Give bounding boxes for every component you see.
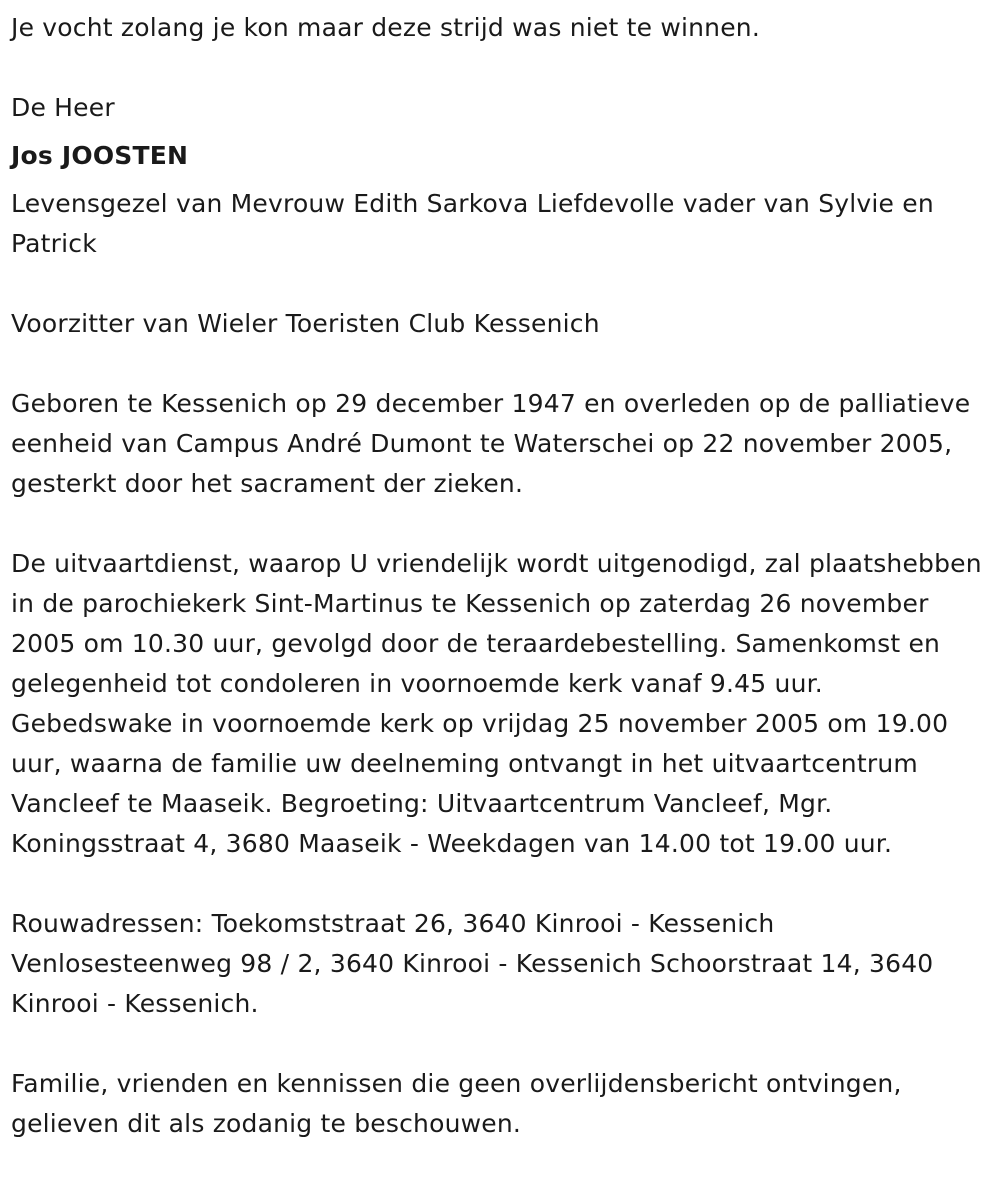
closing-paragraph: Familie, vrienden en kennissen die geen overlijdensbericht ontvingen, gelieven dit als zodanig te beschouwen. xyxy=(11,1069,902,1138)
salutation: De Heer xyxy=(11,93,115,122)
role-paragraph: Voorzitter van Wieler Toeristen Club Kessenich xyxy=(11,309,600,338)
spacer xyxy=(11,1024,988,1064)
spacer xyxy=(11,864,988,904)
spacer xyxy=(11,264,988,304)
birth-death-paragraph: Geboren te Kessenich op 29 december 1947 en overleden op de palliatieve eenheid van Campus André Dumont te Waterschei op 22 november 2005, gesterkt door het sacrament der zieken. xyxy=(11,389,971,498)
spacer xyxy=(11,504,988,544)
relations-paragraph: Levensgezel van Mevrouw Edith Sarkova Liefdevolle vader van Sylvie en Patrick xyxy=(11,189,934,258)
funeral-paragraph: De uitvaartdienst, waarop U vriendelijk wordt uitgenodigd, zal plaatshebben in de parochiekerk Sint-Martinus te Kessenich op zaterdag 26 november 2005 om 10.30 uur, gevolgd door de teraardebestelling. Samenkomst en gelegenheid tot condoleren in voornoemde kerk vanaf 9.45 uur. Gebedswake in voornoemde kerk op vrijdag 25 november 2005 om 19.00 uur, waarna de familie uw deelneming ontvangt in het uitvaartcentrum Vancleef te Maaseik. Begroeting: Uitvaartcentrum Vancleef, Mgr. Koningsstraat 4, 3680 Maaseik - Weekdagen van 14.00 tot 19.00 uur. xyxy=(11,549,982,858)
addresses-paragraph: Rouwadressen: Toekomststraat 26, 3640 Kinrooi - Kessenich Venlosesteenweg 98 / 2, 3640 Kinrooi - Kessenich Schoorstraat 14, 3640 Kinrooi - Kessenich. xyxy=(11,909,934,1018)
spacer xyxy=(11,48,988,88)
opening-line: Je vocht zolang je kon maar deze strijd was niet te winnen. xyxy=(11,13,760,42)
deceased-name: Jos JOOSTEN xyxy=(11,141,189,170)
spacer xyxy=(11,344,988,384)
